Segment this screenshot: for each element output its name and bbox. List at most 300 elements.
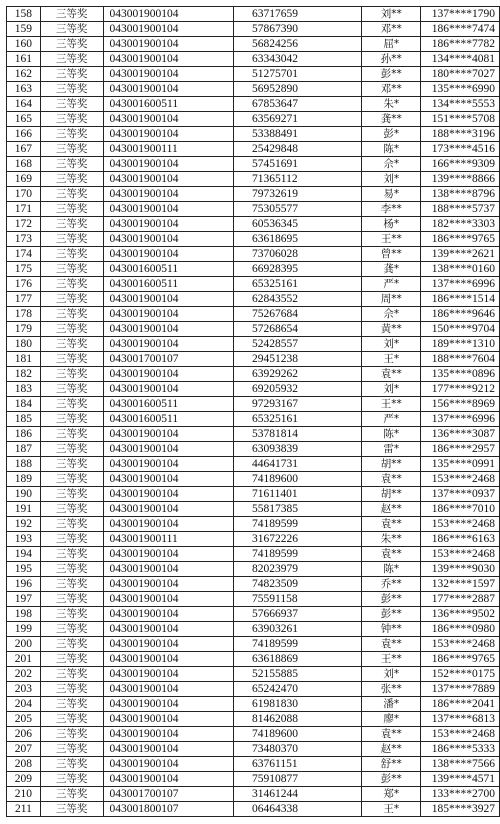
award-level-cell: 三等奖	[40, 712, 103, 727]
ticket-id-cell: 66928395	[234, 262, 362, 277]
winner-name-cell: 彭*	[362, 127, 421, 142]
award-level-cell: 三等奖	[40, 457, 103, 472]
winner-name-cell: 彭**	[362, 592, 421, 607]
table-row	[7, 637, 500, 652]
outlet-code-cell: 043001900104	[103, 652, 233, 667]
row-number-cell: 177	[7, 292, 41, 307]
winners-table	[6, 6, 500, 817]
table-row	[7, 622, 500, 637]
award-level-cell: 三等奖	[40, 547, 103, 562]
winner-name-cell: 易*	[362, 187, 421, 202]
outlet-code-cell: 043001900104	[103, 742, 233, 757]
row-number-cell: 197	[7, 592, 41, 607]
outlet-code-cell: 043001900104	[103, 472, 233, 487]
award-level-cell: 三等奖	[40, 67, 103, 82]
ticket-id-cell: 53388491	[234, 127, 362, 142]
table-row	[7, 217, 500, 232]
ticket-id-cell: 51275701	[234, 67, 362, 82]
winner-name-cell: 刘**	[362, 7, 421, 22]
phone-number-cell: 151****5708	[421, 112, 500, 127]
table-row	[7, 592, 500, 607]
row-number-cell: 180	[7, 337, 41, 352]
row-number-cell: 209	[7, 772, 41, 787]
winners-table-body	[7, 7, 500, 817]
winner-name-cell: 周**	[362, 292, 421, 307]
ticket-id-cell: 63569271	[234, 112, 362, 127]
table-row	[7, 577, 500, 592]
table-row	[7, 262, 500, 277]
award-level-cell: 三等奖	[40, 637, 103, 652]
ticket-id-cell: 61981830	[234, 697, 362, 712]
phone-number-cell: 135****6990	[421, 82, 500, 97]
winner-name-cell: 袁**	[362, 472, 421, 487]
winner-name-cell: 钟**	[362, 622, 421, 637]
phone-number-cell: 139****4571	[421, 772, 500, 787]
outlet-code-cell: 043001900104	[103, 697, 233, 712]
phone-number-cell: 138****8796	[421, 187, 500, 202]
table-row	[7, 412, 500, 427]
award-level-cell: 三等奖	[40, 442, 103, 457]
outlet-code-cell: 043001900104	[103, 247, 233, 262]
winner-name-cell: 雷*	[362, 442, 421, 457]
ticket-id-cell: 74823509	[234, 577, 362, 592]
award-level-cell: 三等奖	[40, 217, 103, 232]
row-number-cell: 182	[7, 367, 41, 382]
award-level-cell: 三等奖	[40, 382, 103, 397]
outlet-code-cell: 043001600511	[103, 262, 233, 277]
award-level-cell: 三等奖	[40, 307, 103, 322]
row-number-cell: 184	[7, 397, 41, 412]
table-row	[7, 142, 500, 157]
winner-name-cell: 廖*	[362, 712, 421, 727]
ticket-id-cell: 55817385	[234, 502, 362, 517]
ticket-id-cell: 31461244	[234, 787, 362, 802]
row-number-cell: 200	[7, 637, 41, 652]
ticket-id-cell: 97293167	[234, 397, 362, 412]
table-row	[7, 22, 500, 37]
ticket-id-cell: 65325161	[234, 412, 362, 427]
table-row	[7, 97, 500, 112]
winner-name-cell: 严*	[362, 277, 421, 292]
ticket-id-cell: 25429848	[234, 142, 362, 157]
award-level-cell: 三等奖	[40, 127, 103, 142]
row-number-cell: 205	[7, 712, 41, 727]
outlet-code-cell: 043001900104	[103, 457, 233, 472]
outlet-code-cell: 043001900104	[103, 22, 233, 37]
row-number-cell: 202	[7, 667, 41, 682]
winner-name-cell: 邓**	[362, 82, 421, 97]
phone-number-cell: 153****2468	[421, 637, 500, 652]
table-row	[7, 697, 500, 712]
winner-name-cell: 潘*	[362, 697, 421, 712]
outlet-code-cell: 043001900104	[103, 292, 233, 307]
ticket-id-cell: 82023979	[234, 562, 362, 577]
winner-name-cell: 龚*	[362, 262, 421, 277]
row-number-cell: 163	[7, 82, 41, 97]
phone-number-cell: 136****9502	[421, 607, 500, 622]
table-row	[7, 232, 500, 247]
award-level-cell: 三等奖	[40, 112, 103, 127]
outlet-code-cell: 043001900104	[103, 607, 233, 622]
ticket-id-cell: 63903261	[234, 622, 362, 637]
ticket-id-cell: 52155885	[234, 667, 362, 682]
phone-number-cell: 186****1514	[421, 292, 500, 307]
phone-number-cell: 186****6163	[421, 532, 500, 547]
table-row	[7, 67, 500, 82]
outlet-code-cell: 043001900104	[103, 322, 233, 337]
row-number-cell: 165	[7, 112, 41, 127]
row-number-cell: 175	[7, 262, 41, 277]
ticket-id-cell: 29451238	[234, 352, 362, 367]
table-row	[7, 202, 500, 217]
table-row	[7, 172, 500, 187]
winner-name-cell: 陈*	[362, 562, 421, 577]
row-number-cell: 160	[7, 37, 41, 52]
table-row	[7, 82, 500, 97]
winner-name-cell: 朱**	[362, 532, 421, 547]
table-row	[7, 157, 500, 172]
outlet-code-cell: 043001900104	[103, 547, 233, 562]
table-row	[7, 112, 500, 127]
table-row	[7, 457, 500, 472]
outlet-code-cell: 043001600511	[103, 412, 233, 427]
winner-name-cell: 刘*	[362, 337, 421, 352]
winner-name-cell: 王*	[362, 802, 421, 817]
ticket-id-cell: 57268654	[234, 322, 362, 337]
phone-number-cell: 137****0937	[421, 487, 500, 502]
winner-name-cell: 胡**	[362, 487, 421, 502]
phone-number-cell: 186****0980	[421, 622, 500, 637]
outlet-code-cell: 043001900104	[103, 187, 233, 202]
award-level-cell: 三等奖	[40, 202, 103, 217]
winner-name-cell: 王**	[362, 232, 421, 247]
table-row	[7, 187, 500, 202]
phone-number-cell: 186****5333	[421, 742, 500, 757]
winner-name-cell: 彭**	[362, 67, 421, 82]
phone-number-cell: 177****2887	[421, 592, 500, 607]
winner-name-cell: 彭**	[362, 607, 421, 622]
phone-number-cell: 173****4516	[421, 142, 500, 157]
phone-number-cell: 137****6996	[421, 277, 500, 292]
winner-name-cell: 刘*	[362, 667, 421, 682]
table-row	[7, 37, 500, 52]
outlet-code-cell: 043001900104	[103, 757, 233, 772]
winner-name-cell: 李**	[362, 202, 421, 217]
outlet-code-cell: 043001900104	[103, 427, 233, 442]
row-number-cell: 181	[7, 352, 41, 367]
phone-number-cell: 134****4081	[421, 52, 500, 67]
row-number-cell: 174	[7, 247, 41, 262]
table-row	[7, 772, 500, 787]
phone-number-cell: 152****0175	[421, 667, 500, 682]
ticket-id-cell: 71611401	[234, 487, 362, 502]
outlet-code-cell: 043001700107	[103, 787, 233, 802]
award-level-cell: 三等奖	[40, 262, 103, 277]
award-level-cell: 三等奖	[40, 562, 103, 577]
award-level-cell: 三等奖	[40, 277, 103, 292]
outlet-code-cell: 043001900104	[103, 172, 233, 187]
row-number-cell: 198	[7, 607, 41, 622]
phone-number-cell: 189****1310	[421, 337, 500, 352]
table-row	[7, 547, 500, 562]
award-level-cell: 三等奖	[40, 247, 103, 262]
row-number-cell: 210	[7, 787, 41, 802]
award-level-cell: 三等奖	[40, 742, 103, 757]
award-level-cell: 三等奖	[40, 157, 103, 172]
ticket-id-cell: 73706028	[234, 247, 362, 262]
outlet-code-cell: 043001900104	[103, 157, 233, 172]
row-number-cell: 188	[7, 457, 41, 472]
award-level-cell: 三等奖	[40, 652, 103, 667]
row-number-cell: 190	[7, 487, 41, 502]
award-level-cell: 三等奖	[40, 292, 103, 307]
table-row	[7, 787, 500, 802]
award-level-cell: 三等奖	[40, 427, 103, 442]
outlet-code-cell: 043001900104	[103, 487, 233, 502]
outlet-code-cell: 043001900104	[103, 517, 233, 532]
winner-name-cell: 严*	[362, 412, 421, 427]
table-row	[7, 652, 500, 667]
table-row	[7, 397, 500, 412]
award-level-cell: 三等奖	[40, 172, 103, 187]
winner-name-cell: 胡**	[362, 457, 421, 472]
award-level-cell: 三等奖	[40, 592, 103, 607]
award-level-cell: 三等奖	[40, 772, 103, 787]
award-level-cell: 三等奖	[40, 607, 103, 622]
row-number-cell: 207	[7, 742, 41, 757]
ticket-id-cell: 63343042	[234, 52, 362, 67]
award-level-cell: 三等奖	[40, 82, 103, 97]
winner-name-cell: 袁**	[362, 547, 421, 562]
winner-name-cell: 王**	[362, 652, 421, 667]
phone-number-cell: 137****1790	[421, 7, 500, 22]
ticket-id-cell: 57666937	[234, 607, 362, 622]
outlet-code-cell: 043001900104	[103, 637, 233, 652]
award-level-cell: 三等奖	[40, 667, 103, 682]
award-level-cell: 三等奖	[40, 37, 103, 52]
phone-number-cell: 186****9765	[421, 652, 500, 667]
row-number-cell: 159	[7, 22, 41, 37]
award-level-cell: 三等奖	[40, 697, 103, 712]
phone-number-cell: 135****0896	[421, 367, 500, 382]
outlet-code-cell: 043001900104	[103, 232, 233, 247]
phone-number-cell: 185****3927	[421, 802, 500, 817]
outlet-code-cell: 043001900111	[103, 142, 233, 157]
row-number-cell: 183	[7, 382, 41, 397]
table-row	[7, 427, 500, 442]
ticket-id-cell: 63717659	[234, 7, 362, 22]
outlet-code-cell: 043001900104	[103, 217, 233, 232]
table-row	[7, 307, 500, 322]
outlet-code-cell: 043001600511	[103, 277, 233, 292]
phone-number-cell: 136****3087	[421, 427, 500, 442]
ticket-id-cell: 57451691	[234, 157, 362, 172]
ticket-id-cell: 74189599	[234, 517, 362, 532]
table-row	[7, 52, 500, 67]
outlet-code-cell: 043001900104	[103, 67, 233, 82]
phone-number-cell: 186****2041	[421, 697, 500, 712]
table-row	[7, 352, 500, 367]
award-level-cell: 三等奖	[40, 352, 103, 367]
row-number-cell: 168	[7, 157, 41, 172]
row-number-cell: 196	[7, 577, 41, 592]
winner-name-cell: 乔**	[362, 577, 421, 592]
winner-name-cell: 袁**	[362, 637, 421, 652]
winner-name-cell: 陈*	[362, 142, 421, 157]
phone-number-cell: 188****5737	[421, 202, 500, 217]
outlet-code-cell: 043001600511	[103, 397, 233, 412]
winner-name-cell: 张**	[362, 682, 421, 697]
outlet-code-cell: 043001900104	[103, 7, 233, 22]
table-row	[7, 532, 500, 547]
ticket-id-cell: 65242470	[234, 682, 362, 697]
phone-number-cell: 137****7889	[421, 682, 500, 697]
phone-number-cell: 186****9646	[421, 307, 500, 322]
row-number-cell: 178	[7, 307, 41, 322]
phone-number-cell: 186****7010	[421, 502, 500, 517]
phone-number-cell: 156****8969	[421, 397, 500, 412]
winner-name-cell: 孙**	[362, 52, 421, 67]
outlet-code-cell: 043001900104	[103, 442, 233, 457]
phone-number-cell: 166****9309	[421, 157, 500, 172]
phone-number-cell: 186****9765	[421, 232, 500, 247]
outlet-code-cell: 043001900104	[103, 712, 233, 727]
outlet-code-cell: 043001600511	[103, 97, 233, 112]
award-level-cell: 三等奖	[40, 802, 103, 817]
winner-name-cell: 赵**	[362, 502, 421, 517]
row-number-cell: 206	[7, 727, 41, 742]
table-row	[7, 292, 500, 307]
award-level-cell: 三等奖	[40, 577, 103, 592]
ticket-id-cell: 56952890	[234, 82, 362, 97]
award-level-cell: 三等奖	[40, 52, 103, 67]
winner-name-cell: 舒**	[362, 757, 421, 772]
winner-name-cell: 陈*	[362, 427, 421, 442]
row-number-cell: 203	[7, 682, 41, 697]
outlet-code-cell: 043001900104	[103, 682, 233, 697]
phone-number-cell: 137****6813	[421, 712, 500, 727]
ticket-id-cell: 75910877	[234, 772, 362, 787]
phone-number-cell: 188****7604	[421, 352, 500, 367]
phone-number-cell: 135****0991	[421, 457, 500, 472]
phone-number-cell: 139****8866	[421, 172, 500, 187]
row-number-cell: 201	[7, 652, 41, 667]
ticket-id-cell: 65325161	[234, 277, 362, 292]
outlet-code-cell: 043001900104	[103, 772, 233, 787]
winner-name-cell: 赵**	[362, 742, 421, 757]
outlet-code-cell: 043001900104	[103, 202, 233, 217]
phone-number-cell: 177****9212	[421, 382, 500, 397]
table-row	[7, 607, 500, 622]
phone-number-cell: 188****3196	[421, 127, 500, 142]
ticket-id-cell: 67853647	[234, 97, 362, 112]
phone-number-cell: 186****7474	[421, 22, 500, 37]
table-row	[7, 7, 500, 22]
winner-name-cell: 袁**	[362, 367, 421, 382]
winner-name-cell: 彭**	[362, 772, 421, 787]
row-number-cell: 158	[7, 7, 41, 22]
ticket-id-cell: 53781814	[234, 427, 362, 442]
phone-number-cell: 133****2700	[421, 787, 500, 802]
ticket-id-cell: 57867390	[234, 22, 362, 37]
table-row	[7, 562, 500, 577]
winner-name-cell: 王**	[362, 397, 421, 412]
award-level-cell: 三等奖	[40, 622, 103, 637]
ticket-id-cell: 60536345	[234, 217, 362, 232]
row-number-cell: 173	[7, 232, 41, 247]
award-level-cell: 三等奖	[40, 757, 103, 772]
row-number-cell: 189	[7, 472, 41, 487]
winner-name-cell: 杨*	[362, 217, 421, 232]
award-level-cell: 三等奖	[40, 532, 103, 547]
award-level-cell: 三等奖	[40, 337, 103, 352]
award-level-cell: 三等奖	[40, 787, 103, 802]
row-number-cell: 167	[7, 142, 41, 157]
winner-name-cell: 朱*	[362, 97, 421, 112]
table-row	[7, 337, 500, 352]
row-number-cell: 194	[7, 547, 41, 562]
winner-name-cell: 曾**	[362, 247, 421, 262]
phone-number-cell: 132****1597	[421, 577, 500, 592]
table-row	[7, 667, 500, 682]
phone-number-cell: 153****2468	[421, 517, 500, 532]
award-level-cell: 三等奖	[40, 397, 103, 412]
row-number-cell: 185	[7, 412, 41, 427]
award-level-cell: 三等奖	[40, 187, 103, 202]
winner-name-cell: 袁**	[362, 517, 421, 532]
ticket-id-cell: 74189599	[234, 637, 362, 652]
outlet-code-cell: 043001900104	[103, 592, 233, 607]
ticket-id-cell: 63761151	[234, 757, 362, 772]
award-level-cell: 三等奖	[40, 682, 103, 697]
phone-number-cell: 153****2468	[421, 472, 500, 487]
phone-number-cell: 153****2468	[421, 547, 500, 562]
outlet-code-cell: 043001900104	[103, 727, 233, 742]
row-number-cell: 204	[7, 697, 41, 712]
table-row	[7, 712, 500, 727]
table-row	[7, 277, 500, 292]
winner-name-cell: 刘*	[362, 382, 421, 397]
phone-number-cell: 150****9704	[421, 322, 500, 337]
table-row	[7, 382, 500, 397]
award-level-cell: 三等奖	[40, 142, 103, 157]
winner-name-cell: 邓**	[362, 22, 421, 37]
winner-name-cell: 刘*	[362, 172, 421, 187]
award-level-cell: 三等奖	[40, 472, 103, 487]
phone-number-cell: 139****2621	[421, 247, 500, 262]
ticket-id-cell: 63929262	[234, 367, 362, 382]
table-row	[7, 757, 500, 772]
winner-name-cell: 屈*	[362, 37, 421, 52]
ticket-id-cell: 79732619	[234, 187, 362, 202]
table-row	[7, 472, 500, 487]
ticket-id-cell: 75591158	[234, 592, 362, 607]
table-row	[7, 802, 500, 817]
ticket-id-cell: 31672226	[234, 532, 362, 547]
outlet-code-cell: 043001900111	[103, 532, 233, 547]
table-row	[7, 517, 500, 532]
ticket-id-cell: 74189600	[234, 472, 362, 487]
outlet-code-cell: 043001900104	[103, 37, 233, 52]
outlet-code-cell: 043001900104	[103, 337, 233, 352]
award-level-cell: 三等奖	[40, 322, 103, 337]
table-row	[7, 502, 500, 517]
outlet-code-cell: 043001900104	[103, 127, 233, 142]
table-row	[7, 322, 500, 337]
ticket-id-cell: 71365112	[234, 172, 362, 187]
phone-number-cell: 186****2957	[421, 442, 500, 457]
table-row	[7, 487, 500, 502]
